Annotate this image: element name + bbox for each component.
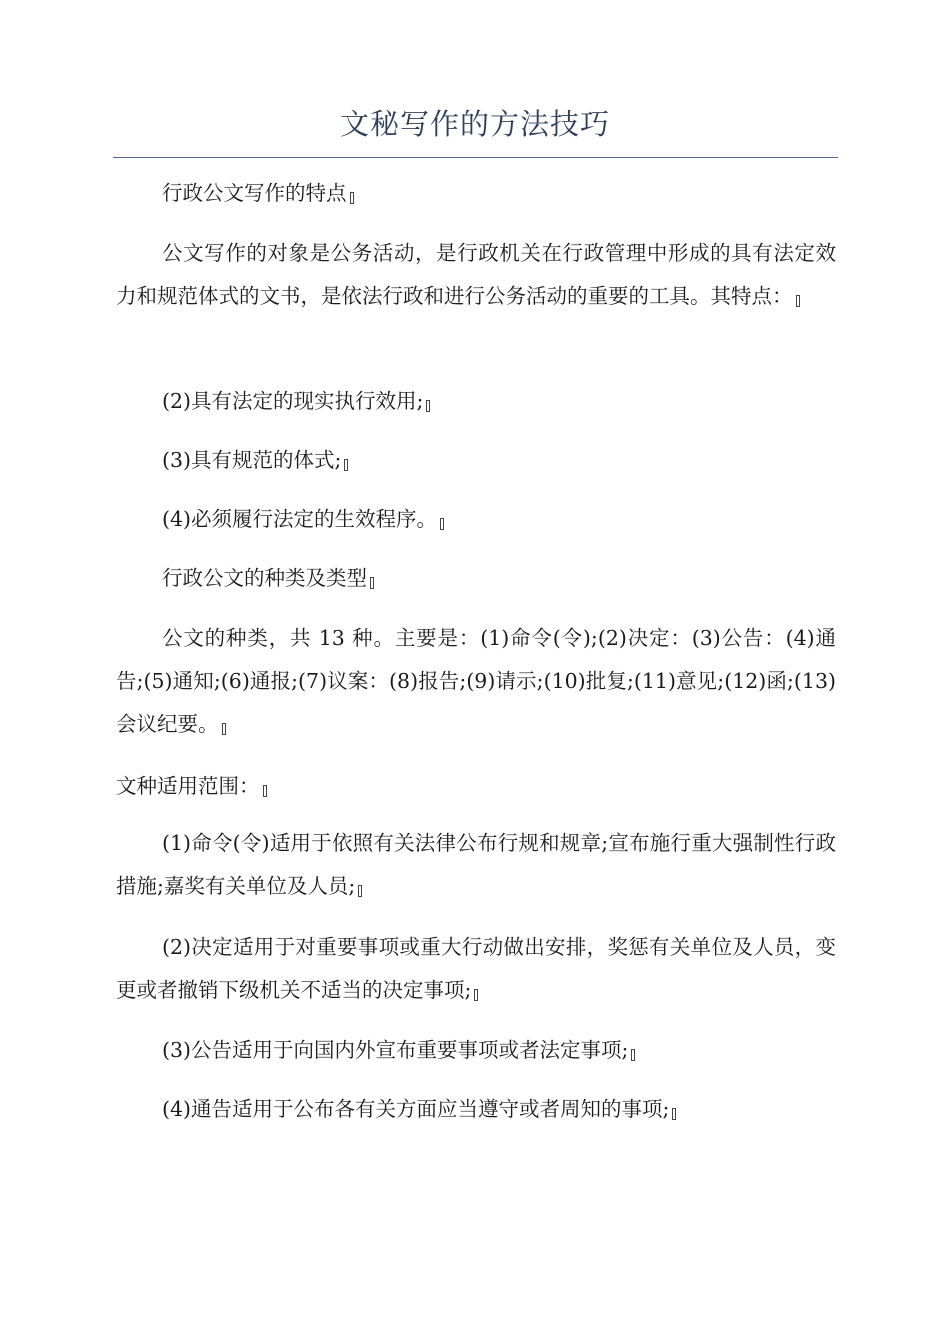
paragraph-mark-icon	[440, 518, 444, 530]
paragraph	[116, 1088, 836, 1131]
paragraph-mark-icon	[426, 400, 430, 412]
paragraph-mark-icon	[796, 295, 800, 307]
paragraph-mark-icon	[370, 577, 374, 589]
paragraph-mark-icon	[222, 723, 226, 735]
paragraph	[116, 1029, 836, 1072]
paragraph-text: (3)公告适用于向国内外宣布重要事项或者法定事项;	[162, 1038, 629, 1062]
paragraph	[116, 557, 836, 600]
paragraph-text: (4)必须履行法定的生效程序。	[162, 507, 438, 531]
paragraph	[116, 380, 836, 423]
paragraph-text: 行政公文的种类及类型	[162, 566, 367, 590]
paragraph-mark-icon	[344, 459, 348, 471]
document-title: 文秘写作的方法技巧	[339, 107, 610, 141]
paragraph-text: (4)通告适用于公布各有关方面应当遵守或者周知的事项;	[162, 1097, 670, 1121]
paragraph-text: 文种适用范围：	[116, 774, 260, 798]
paragraph-text: 公文的种类，共 13 种。主要是：(1)命令(令);(2)决定：(3)公告：(4)通告;(5)通知;(6)通报;(7)议案：(8)报告;(9)请示;(10)批复;(11)意见;(12)函;(13)会议纪要。	[116, 626, 836, 736]
paragraph-text: (2)具有法定的现实执行效用;	[162, 389, 424, 413]
paragraph-text: (1)命令(令)适用于依照有关法律公布行规和规章;宣布施行重大强制性行政措施;嘉奖有关单位及人员;	[116, 831, 836, 898]
paragraph	[116, 498, 836, 541]
paragraph-text: (2)决定适用于对重要事项或重大行动做出安排，奖惩有关单位及人员，变更或者撤销下级机关不适当的决定事项;	[116, 935, 836, 1002]
paragraph	[116, 439, 836, 482]
paragraph-text: 公文写作的对象是公务活动，是行政机关在行政管理中形成的具有法定效力和规范体式的文书，是依法行政和进行公务活动的重要的工具。其特点：	[116, 241, 836, 308]
paragraph-mark-icon	[263, 785, 267, 797]
paragraph-text: 行政公文写作的特点	[162, 181, 347, 205]
title-divider	[113, 157, 838, 158]
paragraph-mark-icon	[358, 885, 362, 897]
paragraph	[116, 232, 836, 318]
paragraph	[116, 765, 836, 808]
paragraph	[116, 926, 836, 1012]
paragraph	[116, 822, 836, 908]
paragraph-mark-icon	[350, 192, 354, 204]
paragraph-mark-icon	[672, 1108, 676, 1120]
paragraph-text: (3)具有规范的体式;	[162, 448, 342, 472]
paragraph-mark-icon	[474, 989, 478, 1001]
paragraph	[116, 617, 836, 746]
paragraph-mark-icon	[631, 1049, 635, 1061]
paragraph	[116, 172, 836, 215]
